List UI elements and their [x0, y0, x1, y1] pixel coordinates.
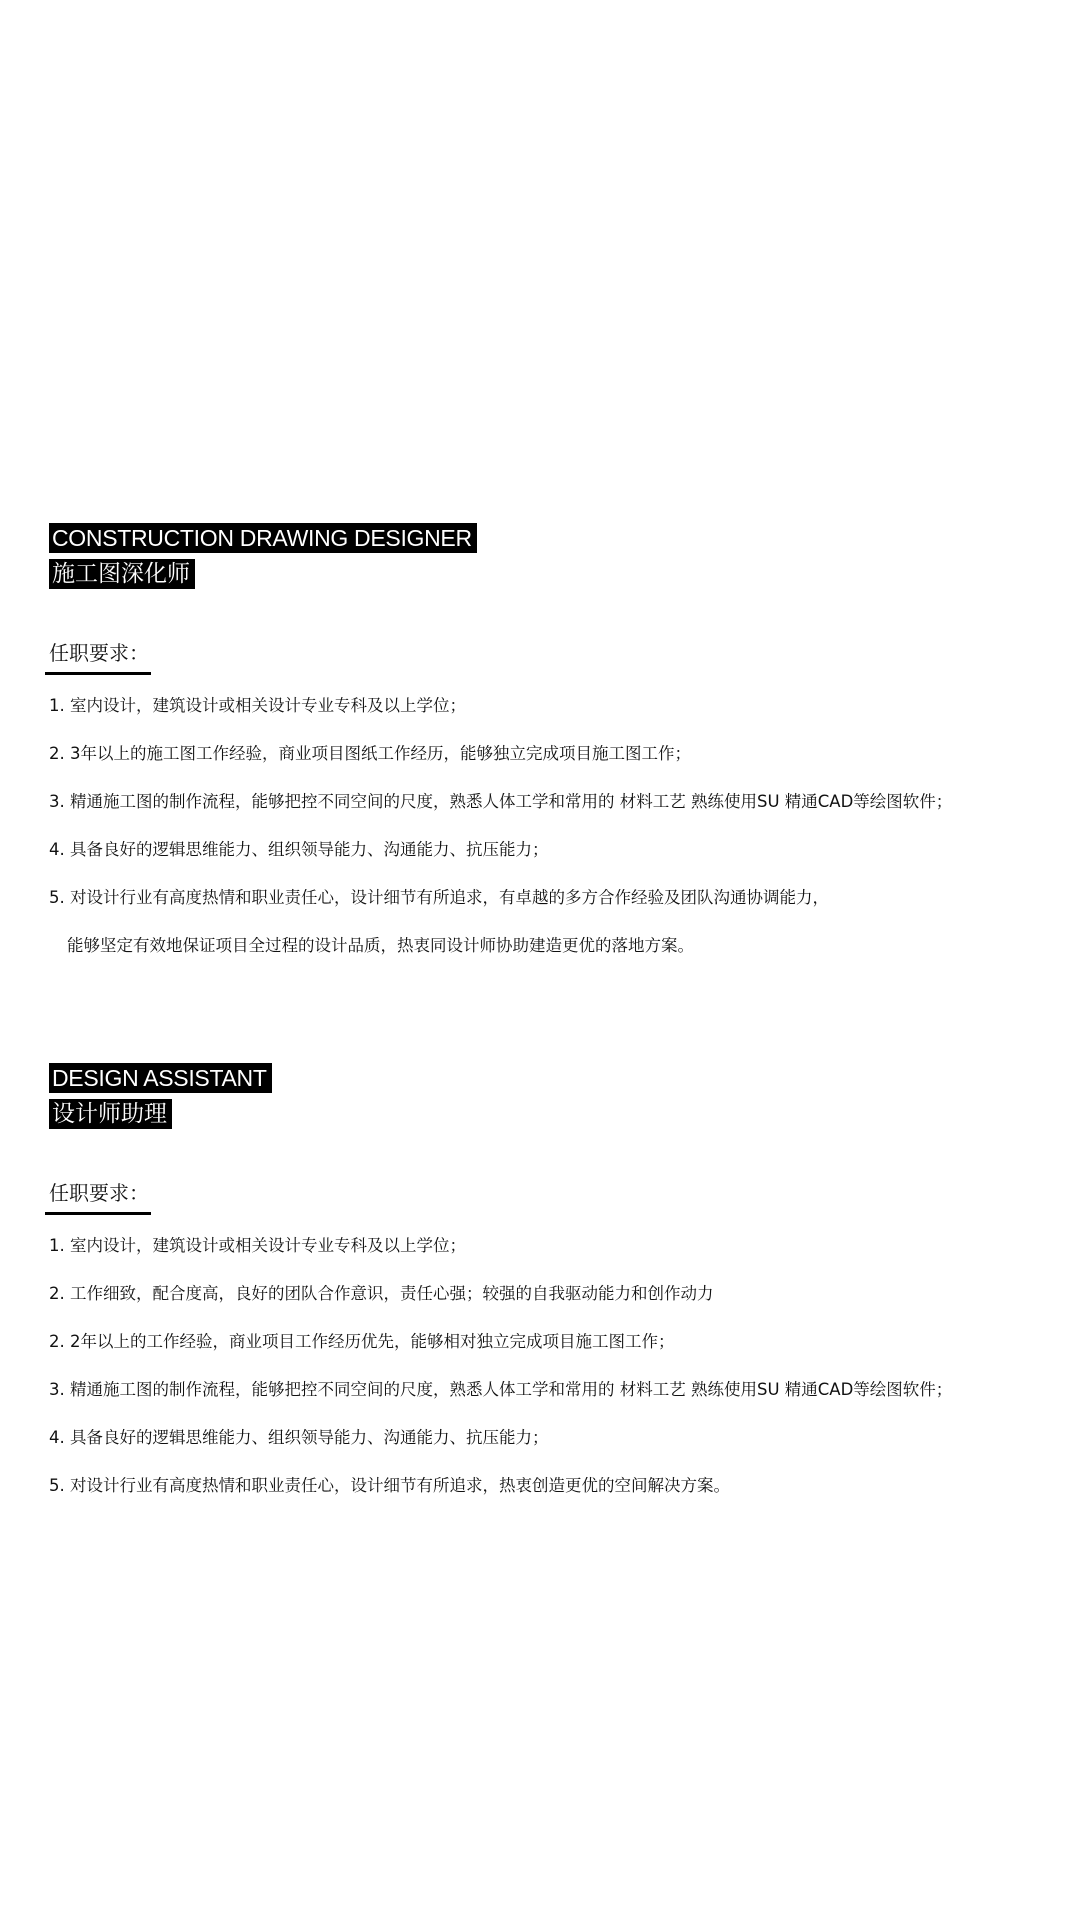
requirement-item: 1. 室内设计，建筑设计或相关设计专业专科及以上学位； — [49, 1236, 466, 1255]
job-title-en: CONSTRUCTION DRAWING DESIGNER — [49, 523, 477, 553]
requirement-item: 2. 2年以上的工作经验，商业项目工作经历优先，能够相对独立完成项目施工图工作； — [49, 1332, 675, 1351]
requirement-item-text: 5. 对设计行业有高度热情和职业责任心，设计细节有所追求，有卓越的多方合作经验及团队沟通协调能力， — [49, 888, 829, 907]
requirement-item: 1. 室内设计，建筑设计或相关设计专业专科及以上学位； — [49, 696, 466, 715]
requirement-item: 2. 3年以上的施工图工作经验，商业项目图纸工作经历，能够独立完成项目施工图工作； — [49, 744, 691, 763]
requirement-item: 3. 精通施工图的制作流程，能够把控不同空间的尺度，熟悉人体工学和常用的 材料工艺 熟练使用SU 精通CAD等绘图软件； — [49, 1380, 953, 1399]
requirement-item: 4. 具备良好的逻辑思维能力、组织领导能力、沟通能力、抗压能力； — [49, 840, 549, 859]
requirements-list — [49, 1234, 1049, 1498]
requirement-item: 2. 工作细致，配合度高，良好的团队合作意识，责任心强；较强的自我驱动能力和创作动力 — [49, 1284, 714, 1303]
requirements-heading: 任职要求： — [45, 1178, 151, 1215]
requirement-item: 4. 具备良好的逻辑思维能力、组织领导能力、沟通能力、抗压能力； — [49, 1428, 549, 1447]
job-title-cn: 设计师助理 — [49, 1099, 172, 1129]
job-title-cn: 施工图深化师 — [49, 559, 195, 589]
job-section-design-assistant — [49, 1063, 1049, 1498]
job-section-construction-drawing-designer — [49, 523, 1049, 958]
requirement-item-continuation: 能够坚定有效地保证项目全过程的设计品质，热衷同设计师协助建造更优的落地方案。 — [67, 936, 694, 955]
job-title-block — [49, 523, 1049, 589]
job-title-en: DESIGN ASSISTANT — [49, 1063, 272, 1093]
job-title-block — [49, 1063, 1049, 1129]
requirement-item: 3. 精通施工图的制作流程，能够把控不同空间的尺度，熟悉人体工学和常用的 材料工艺 熟练使用SU 精通CAD等绘图软件； — [49, 792, 953, 811]
requirements-heading: 任职要求： — [45, 638, 151, 675]
requirement-item-5 — [49, 886, 1049, 958]
requirements-list — [49, 694, 1049, 958]
requirement-item: 5. 对设计行业有高度热情和职业责任心，设计细节有所追求，热衷创造更优的空间解决方案。 — [49, 1476, 730, 1495]
